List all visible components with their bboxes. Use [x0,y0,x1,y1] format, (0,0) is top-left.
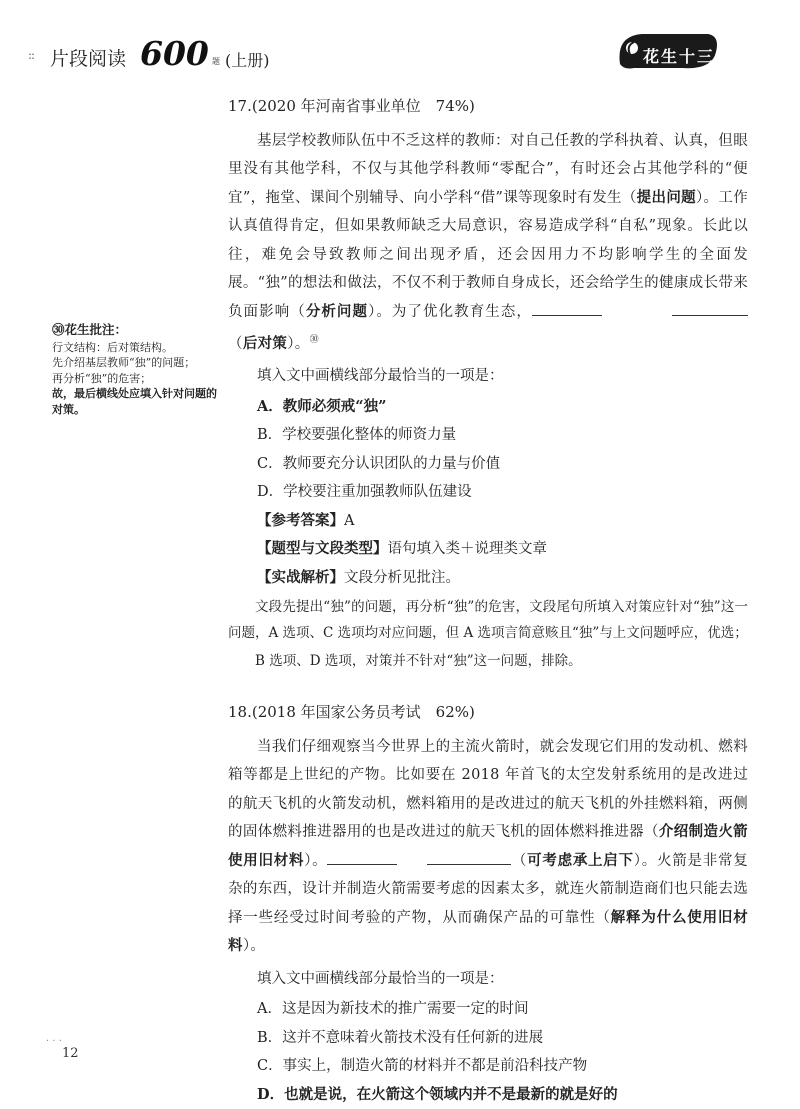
passage-text: 当我们仔细观察当今世界上的主流火箭时，就会发现它们用的发动机、燃料箱等都是上世纪的产物。比如要在 2018 年首飞的太空发射系统用的是改进过的航天飞机的火箭发动机，燃料箱用的是改进过的航天飞机的外挂燃料箱，两侧的固体燃料推进器用的也是改进过的航天飞机的固体燃料推进器（ [228,738,748,841]
book-volume: (上册) [225,51,270,70]
passage-annotation: 解释为什么使用旧材料 [228,908,749,955]
question-17 [228,92,748,674]
question-type [228,535,748,564]
question-passage [228,733,748,961]
passage-text: ）。 [242,938,266,955]
fill-blank [327,848,397,865]
reference-answer [228,507,748,536]
answer-label: 【参考答案】 [257,511,344,529]
passage-annotation: 可考虑承上启下 [527,851,634,869]
question-stem: 填入文中画横线部分最恰当的一项是： [257,970,504,987]
passage-annotation: 分析问题 [305,302,369,320]
option-b: B．学校要强化整体的师资力量 [257,427,457,444]
page-number: 12 [62,1046,79,1061]
header-dots: :: [28,48,35,62]
page-header [0,0,800,90]
answer-value: A [344,512,355,529]
passage-text: ）。工作认真值得肯定，但如果教师缺乏大局意识，容易造成学科“自私”现象。长此以往，难免会导致教师之间出现矛盾，还会因用力不均影响学生的全面发展。“独”的想法和做法，不仅不利于教师自身成长，还会给学生的健康成长带来负面影响（ [228,189,749,320]
option-a: A．这是因为新技术的推广需要一定的时间 [257,1001,529,1018]
passage-text: ）。 [287,335,310,352]
passage-text: ）。火箭是非常复杂的东西，设计并制造火箭需要考虑的因素太多，就连火箭制造商们也只能去选择一些经受过时间考验的产物，从而确保产品的可靠性（ [228,852,748,926]
annotation-heading: ㉚花生批注： [52,322,128,337]
footer-dots: · · · [46,1036,62,1047]
annotation-line: 行文结构：后对策结构。 [52,340,173,354]
note-marker: ㉚ [309,335,319,345]
fill-blank [532,299,602,316]
book-number: 600 [140,34,209,73]
book-title: 片段阅读 [50,48,127,70]
passage-text: ）。 [304,852,328,869]
analysis-paragraph: B 选项、D 选项，对策并不针对“独”这一问题，排除。 [255,653,582,670]
option-b: B．这并不意味着火箭技术没有任何新的进展 [257,1029,544,1046]
passage-text: ）。为了优化教育生态， [368,303,532,320]
brand-logo-text: 花生十三 [643,47,716,66]
passage-text: （ [511,852,528,869]
question-title: 17.(2020 年河南省事业单位 74%) [228,97,475,115]
option-d: D．学校要注重加强教师队伍建设 [257,484,472,501]
question-18 [228,698,748,1109]
passage-annotation: 介绍制造火箭使用旧材料 [228,823,748,869]
annotation-line: 再分析“独”的危害； [52,371,152,385]
option-c: C．教师要充分认识团队的力量与价值 [257,455,501,472]
annotation-line: 故，最后横线处应填入针对问题的对策。 [52,387,217,416]
analysis-label: 【实战解析】 [257,568,344,586]
option-d: D．也就是说，在火箭这个领域内并不是最新的就是好的 [257,1085,618,1103]
question-title: 18.(2018 年国家公务员考试 62%) [228,703,475,722]
analysis-value: 文段分析见批注。 [344,569,460,586]
analysis-paragraph: 文段先提出“独”的问题，再分析“独”的危害，文段尾句所填入对策应针对“独”这一问题，A 选项、C 选项均对应问题，但 A 选项言简意赅且“独”与上文问题呼应，优选； [228,599,748,642]
analysis-heading [228,564,748,593]
passage-annotation: 后对策 [242,334,288,352]
fill-blank [672,299,748,316]
type-label: 【题型与文段类型】 [257,540,388,558]
type-value: 语句填入类＋说理类文章 [387,541,547,558]
passage-text: （ [228,335,243,352]
question-passage [228,127,748,359]
passage-annotation: 提出问题 [636,188,696,206]
option-c: C．事实上，制造火箭的材料并不都是前沿科技产物 [257,1058,588,1075]
option-a: A．教师必须戒“独” [257,397,387,415]
annotation-sidebar [52,322,222,417]
book-number-suffix: 题 [212,57,220,66]
passage-text: 基层学校教师队伍中不乏这样的教师：对自己任教的学科执着、认真，但眼里没有其他学科，不仅与其他学科教师“零配合”，有时还会占其他学科的“便宜”，拖堂、课间个别辅导、向小学科“借”课等现象时有发生（ [228,132,748,206]
main-content [228,92,748,1109]
question-stem: 填入文中画横线部分最恰当的一项是： [257,368,504,385]
fill-blank [427,848,511,865]
annotation-line: 先介绍基层教师“独”的问题； [52,356,196,369]
